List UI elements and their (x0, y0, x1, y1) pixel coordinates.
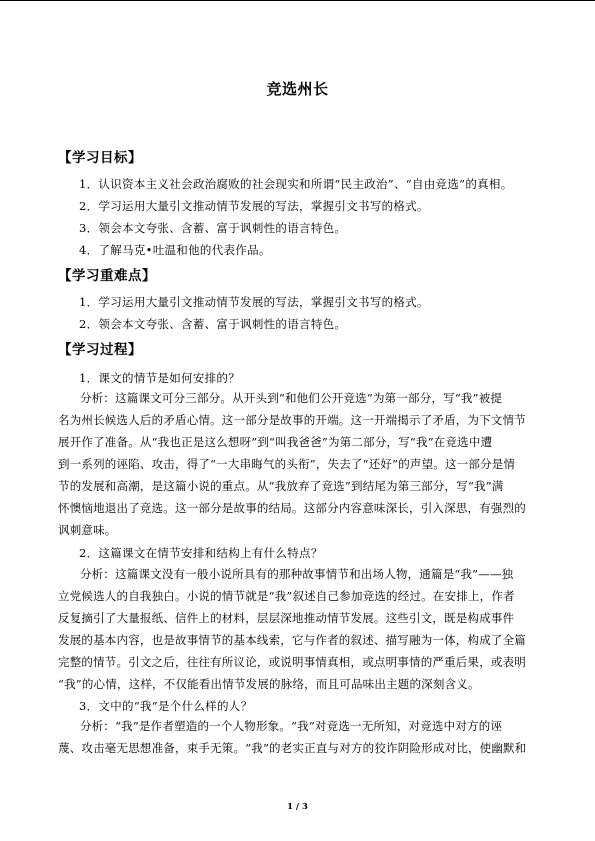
key-points-heading: 【学习重难点】 (58, 268, 156, 284)
question-2: 2．这篇课文在情节安排和结构上有什么特点？ (79, 546, 323, 560)
objective-item-4: 4．了解马克•吐温和他的代表作品。 (79, 243, 271, 257)
answer-1-line: 节的发展和高潮，是这篇小说的重点。从“我放弃了竞选”到结尾为第三部分，写“我”满 (58, 479, 504, 493)
question-1: 1．课文的情节是如何安排的？ (79, 371, 241, 385)
answer-1-line: 展开作了准备。从“我也正是这么想呀”到“叫我爸爸”为第二部分，写“我”在竞选中遭 (58, 435, 493, 449)
answer-2-line: 发展的基本内容，也是故事情节的基本线索，它与作者的叙述、描写融为一体，构成了全篇 (58, 633, 526, 647)
objectives-heading: 【学习目标】 (58, 150, 142, 166)
objective-item-1: 1．认识资本主义社会政治腐败的社会现实和所谓“民主政治”、“自由竞选”的真相。 (79, 177, 513, 191)
objective-item-2: 2．学习运用大量引文推动情节发展的写法，掌握引文书写的格式。 (79, 199, 429, 213)
top-border-line (0, 0, 595, 1)
answer-1-paragraph (58, 387, 540, 541)
key-point-item-2: 2．领会本文夸张、含蓄、富于讽刺性的语言特色。 (79, 317, 347, 331)
answer-1-line: 怀懊恼地退出了竞选。这一部分是故事的结局。这部分内容意味深长，引入深思，有强烈的 (58, 501, 526, 515)
process-heading: 【学习过程】 (58, 342, 142, 358)
answer-2-line: 分析：这篇课文没有一般小说所具有的那种故事情节和出场人物，通篇是“我”——独 (80, 567, 514, 581)
page-number: 1 / 3 (287, 802, 308, 812)
answer-3-paragraph (58, 715, 540, 759)
question-3: 3．文中的“我”是个什么样的人？ (79, 699, 253, 713)
page-title: 竞选州长 (266, 80, 329, 98)
answer-3-line: 分析：“我”是作者塑造的一个人物形象。“我”对竞选一无所知，对竞选中对方的诬 (80, 719, 503, 733)
answer-2-line: 完整的情节。引文之后，往往有所议论，或说明事情真相，或点明事情的严重后果，或表明 (58, 655, 526, 669)
answer-1-line: 讽刺意味。 (58, 523, 117, 537)
answer-2-paragraph (58, 563, 540, 695)
answer-2-line: 立党候选人的自我独白。小说的情节就是“我”叙述自己参加竞选的经过。在安排上，作者 (58, 589, 515, 603)
answer-1-line: 名为州长候选人后的矛盾心情。这一部分是故事的开端。这一开端揭示了矛盾，为下文情节 (58, 413, 526, 427)
key-point-item-1: 1．学习运用大量引文推动情节发展的写法，掌握引文书写的格式。 (79, 295, 429, 309)
answer-3-line: 蔑、攻击毫无思想准备，束手无策。“我”的老实正直与对方的狡诈阴险形成对比，使幽默和 (58, 741, 527, 755)
objective-item-3: 3．领会本文夸张、含蓄、富于讽刺性的语言特色。 (79, 221, 347, 235)
answer-2-line: “我”的心情，这样，不仅能看出情节发展的脉络，而且可品味出主题的深刻含义。 (58, 677, 480, 691)
answer-1-line: 分析：这篇课文可分三部分。从开头到“和他们公开竞选”为第一部分，写“我”被提 (80, 391, 503, 405)
answer-1-line: 到一系列的诬陷、攻击，得了“一大串晦气的头衔”，失去了“还好”的声望。这一部分是情 (58, 457, 516, 471)
answer-2-line: 反复摘引了大量报纸、信件上的材料，层层深地推动情节发展。这些引文，既是构成事件 (58, 611, 515, 625)
